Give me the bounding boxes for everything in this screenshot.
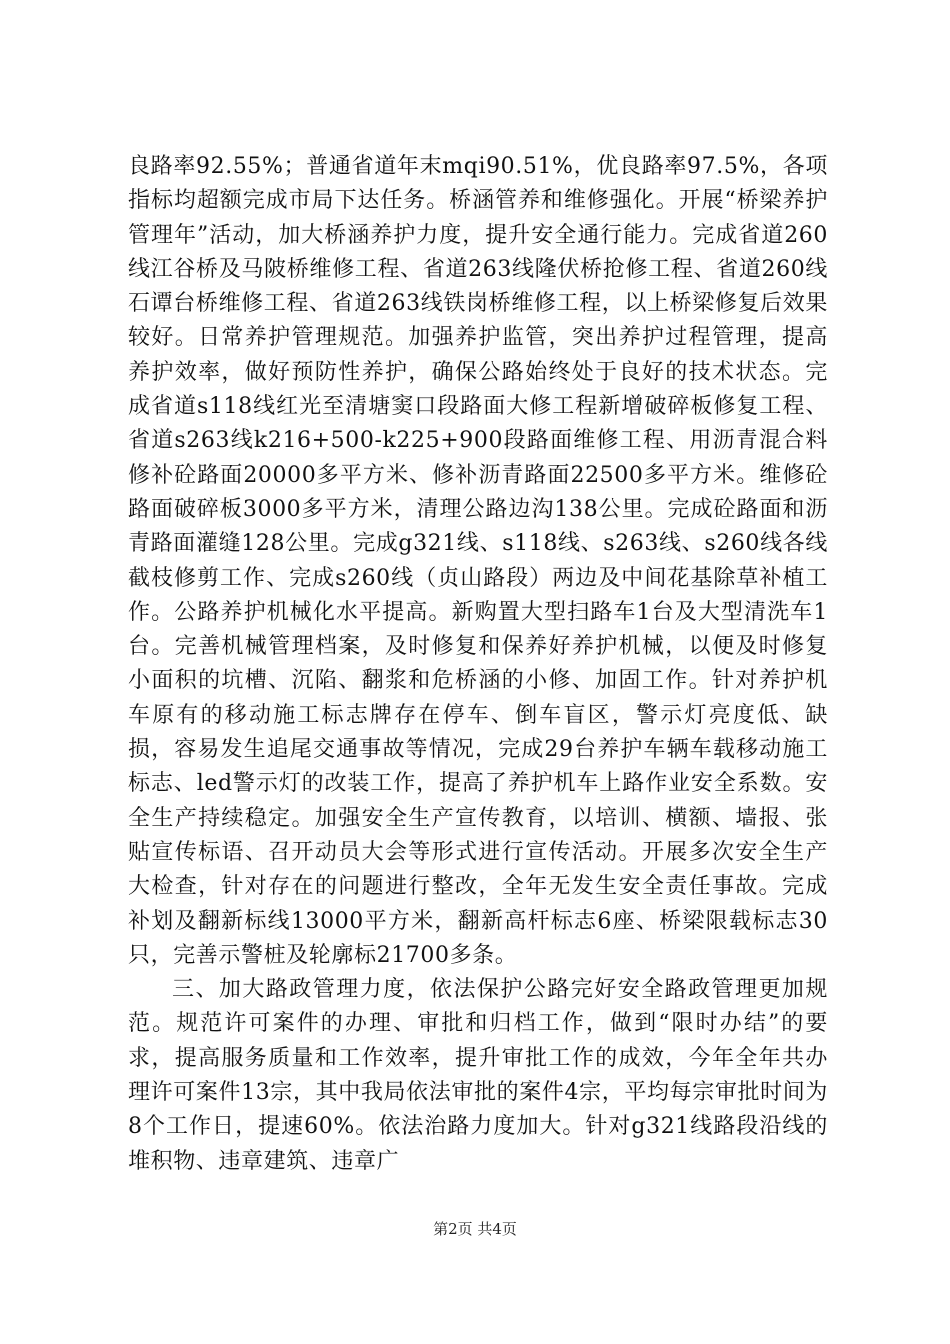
paragraph-1: 良路率92.55%；普通省道年末mqi90.51%，优良路率97.5%，各项指标均超额完成市局下达任务。桥涵管养和维修强化。开展“桥梁养护管理年”活动，加大桥涵养护力度，提升安全通行能力。完成省道260线江谷桥及马陂桥维修工程、省道263线隆伏桥抢修工程、省道260线石谭台桥维修工程、省道263线铁岗桥维修工程，以上桥梁修复后效果较好。日常养护管理规范。加强养护监管，突出养护过程管理，提高养护效率，做好预防性养护，确保公路始终处于良好的技术状态。完成省道s118线红光至清塘窦口段路面大修工程新增破碎板修复工程、省道s263线k216+500-k225+900段路面维修工程、用沥青混合料修补砼路面20000多平方米、修补沥青路面22500多平方米。维修砼路面破碎板3000多平方米，清理公路边沟138公里。完成砼路面和沥青路面灌缝128公里。完成g321线、s118线、s263线、s260线各线截枝修剪工作、完成s260线（贞山路段）两边及中间花基除草补植工作。公路养护机械化水平提高。新购置大型扫路车1台及大型清洗车1台。完善机械管理档案，及时修复和保养好养护机械，以便及时修复小面积的坑槽、沉陷、翻浆和危桥涵的小修、加固工作。针对养护机车原有的移动施工标志牌存在停车、倒车盲区，警示灯亮度低、缺损，容易发生追尾交通事故等情况，完成29台养护车辆车载移动施工标志、led警示灯的改装工作，提高了养护机车上路作业安全系数。安全生产持续稳定。加强安全生产宣传教育，以培训、横额、墙报、张贴宣传标语、召开动员大会等形式进行宣传活动。开展多次安全生产大检查，针对存在的问题进行整改，全年无发生安全责任事故。完成补划及翻新标线13000平方米，翻新高杆标志6座、桥梁限载标志30只，完善示警桩及轮廓标21700多条。 — [128, 154, 828, 968]
paragraph-2: 三、加大路政管理力度，依法保护公路完好安全路政管理更加规范。规范许可案件的办理、审批和归档工作，做到“限时办结”的要求，提高服务质量和工作效率，提升审批工作的成效，今年全年共办理许可案件13宗，其中我局依法审批的案件4宗，平均每宗审批时间为8个工作日，提速60%。依法治路力度加大。针对g321线路段沿线的堆积物、违章建筑、违章广 — [128, 977, 828, 1174]
body-text — [128, 150, 828, 1179]
page-footer: 第2页 共4页 — [433, 1220, 517, 1238]
